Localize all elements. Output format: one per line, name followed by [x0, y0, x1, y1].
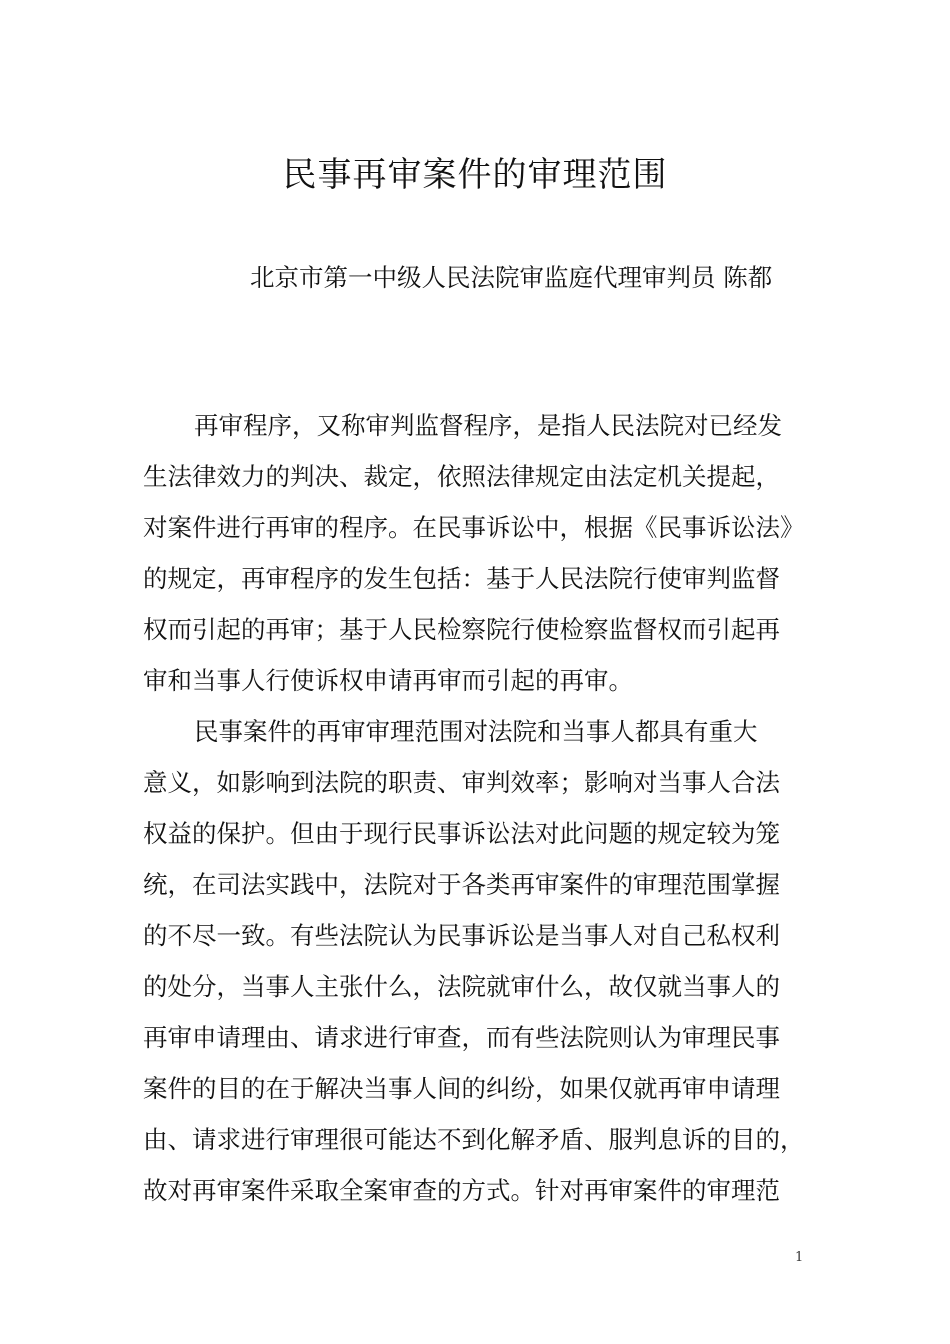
paragraph-2-line-4: 统，在司法实践中，法院对于各类再审案件的审理范围掌握: [143, 870, 780, 899]
paragraph-2-line-3: 权益的保护。但由于现行民事诉讼法对此问题的规定较为笼: [143, 819, 780, 848]
page-number: 1: [795, 1250, 804, 1265]
paragraph-2-line-6: 的处分，当事人主张什么，法院就审什么，故仅就当事人的: [143, 972, 780, 1001]
paragraph-2-line-9: 由、请求进行审理很可能达不到化解矛盾、服判息诉的目的，: [143, 1125, 805, 1154]
paragraph-2-line-7: 再审申请理由、请求进行审查，而有些法院则认为审理民事: [143, 1023, 780, 1052]
body-text: [143, 400, 843, 1216]
paragraph-1-line-6: 审和当事人行使诉权申请再审而引起的再审。: [143, 666, 633, 695]
paragraph-1-line-5: 权而引起的再审；基于人民检察院行使检察监督权而引起再: [143, 615, 780, 644]
paragraph-2-line-5: 的不尽一致。有些法院认为民事诉讼是当事人对自己私权利: [143, 921, 780, 950]
paragraph-2-line-2: 意义，如影响到法院的职责、审判效率；影响对当事人合法: [143, 768, 780, 797]
paragraph-1-line-2: 生法律效力的判决、裁定，依照法律规定由法定机关提起，: [143, 462, 780, 491]
paragraph-1-line-4: 的规定，再审程序的发生包括：基于人民法院行使审判监督: [143, 564, 780, 593]
paragraph-2-line-10: 故对再审案件采取全案审查的方式。针对再审案件的审理范: [143, 1176, 780, 1205]
document-title: 民事再审案件的审理范围: [282, 155, 668, 195]
paragraph-2-line-1: 民事案件的再审审理范围对法院和当事人都具有重大: [194, 717, 758, 746]
author-line: 北京市第一中级人民法院审监庭代理审判员 陈都: [250, 263, 773, 292]
paragraph-2-line-8: 案件的目的在于解决当事人间的纠纷，如果仅就再审申请理: [143, 1074, 780, 1103]
paragraph-1-line-1: 再审程序，又称审判监督程序，是指人民法院对已经发: [194, 411, 782, 440]
paragraph-1-line-3: 对案件进行再审的程序。在民事诉讼中，根据《民事诉讼法》: [143, 513, 805, 542]
